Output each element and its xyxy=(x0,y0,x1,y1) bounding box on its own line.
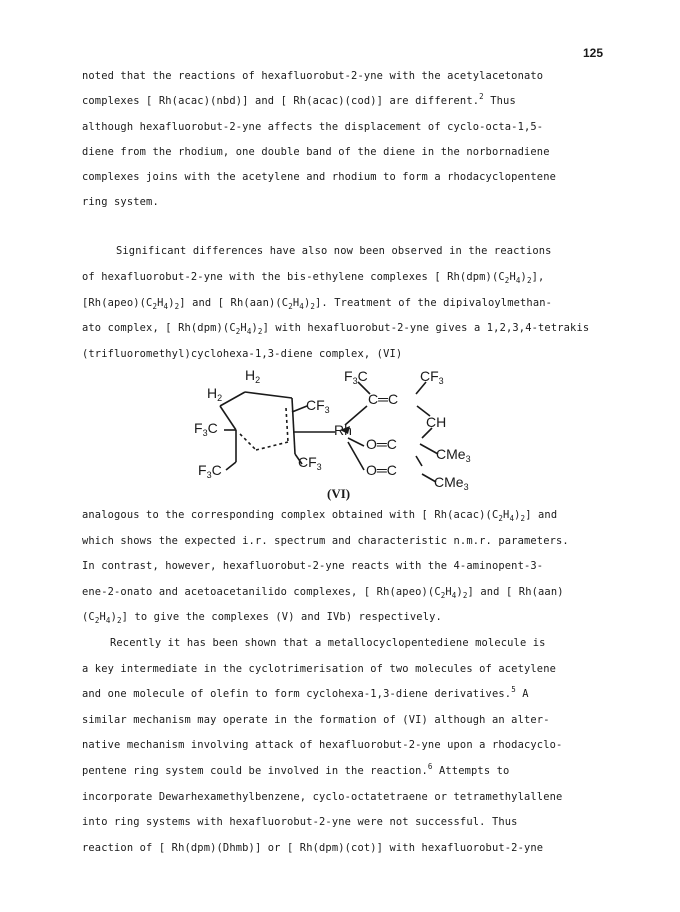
f3c-label: $F_3C$ xyxy=(194,420,218,438)
text-line: Significant differences have also now been observed in the reactions xyxy=(116,245,552,257)
text-line: In contrast, however, hexafluorobut-2-yne reacts with the 4-aminopent-3- xyxy=(82,560,544,573)
text-line: (trifluoromethyl)cyclohexa-1,3-diene complex, (VI) xyxy=(82,348,403,361)
cme3-label: CMe$_3$ xyxy=(436,446,471,464)
carbonyl-label: O═C xyxy=(366,436,397,452)
cf3-label: $CF_3$ xyxy=(298,454,322,472)
paragraph-continuation xyxy=(82,66,602,218)
text-line: $(C_2H_4)_2$] to give the complexes (V) and IVb) respectively. xyxy=(82,611,442,626)
ring-bond xyxy=(292,398,295,454)
text-line: analogous to the corresponding complex obtained with [ $Rh(acac)(C_2H_4)_2$] and xyxy=(82,509,558,523)
text-line: into ring systems with hexafluorobut-2-yne were not successful. Thus xyxy=(82,816,518,829)
text-line: incorporate Dewarhexamethylbenzene, cyclo-octatetraene or tetramethylallene xyxy=(82,790,563,803)
text-line: complexes [ Rh(acac)(nbd)] and [ Rh(acac)(cod)] are different.$^2$ Thus xyxy=(82,92,516,108)
c-c-bond xyxy=(416,456,422,466)
carbonyl-label: O═C xyxy=(366,462,397,478)
diene-dash xyxy=(256,442,288,450)
text-line: of hexafluorobut-2-yne with the bis-ethylene complexes [ $Rh(dpm)(C_2H_4)_2$], xyxy=(82,270,545,285)
paragraph-analogous xyxy=(82,505,602,863)
text-line: ring system. xyxy=(82,196,159,209)
text-line: a key intermediate in the cyclotrimerisation of two molecules of acetylene xyxy=(82,662,557,675)
h2-label: $H_2$ xyxy=(207,385,223,403)
diene-dash xyxy=(240,434,256,450)
text-line: $[Rh(apeo)(C_2H_4)_2]$ and [ $Rh(aan)(C_2H_4)_2$]. Treatment of the dipivaloylmethan- xyxy=(82,296,553,311)
reference-superscript: 2 xyxy=(479,92,484,102)
ring-bond xyxy=(220,406,236,430)
chemical-structure-figure xyxy=(190,362,540,502)
page-number: 125 xyxy=(583,46,604,60)
compound-label: (VI) xyxy=(327,486,351,501)
text-line: diene from the rhodium, one double band of the diene in the norbornadiene xyxy=(82,145,550,158)
cf3-label: $CF_3$ xyxy=(306,397,330,415)
ch-label: CH xyxy=(426,414,447,430)
reference-superscript: 6 xyxy=(427,761,433,771)
text-line: noted that the reactions of hexafluorobut-2-yne with the acetylacetonato xyxy=(82,70,544,82)
f3c-label: $F_3C$ xyxy=(344,368,368,386)
text-line: pentene ring system could be involved in the reaction.$^6$ Attempts to xyxy=(82,761,510,777)
cf3-label: $CF_3$ xyxy=(420,368,444,386)
cme3-label: CMe$_3$ xyxy=(434,474,469,492)
ring-bond xyxy=(245,392,292,398)
ring-bond xyxy=(220,392,245,406)
text-line: although hexafluorobut-2-yne affects the displacement of cyclo-octa-1,5- xyxy=(82,120,544,133)
text-line: and one molecule of olefin to form cyclohexa-1,3-diene derivatives.$^5$ A xyxy=(82,685,529,701)
paragraph-reactions xyxy=(82,241,602,370)
text-line: similar mechanism may operate in the formation of (VI) although an alter- xyxy=(82,713,550,726)
h2-label: $H_2$ xyxy=(245,367,261,385)
cf3-bond xyxy=(226,462,236,470)
f3c-label: $F_3C$ xyxy=(198,462,222,480)
text-line: Recently it has been shown that a metallocyclopentediene molecule is xyxy=(110,636,546,649)
cf3-bond xyxy=(292,406,307,412)
text-line: native mechanism involving attack of hexafluorobut-2-yne upon a rhodacyclo- xyxy=(82,739,563,752)
diene-dash xyxy=(286,408,288,442)
text-line: which shows the expected i.r. spectrum and characteristic n.m.r. parameters. xyxy=(82,534,569,547)
rh-label: Rh xyxy=(334,422,352,438)
text-line: ato complex, [ $Rh(dpm)(C_2H_4)_2$] with hexafluorobut-2-yne gives a 1,2,3,4-tetrakis xyxy=(82,322,590,337)
reference-superscript: 5 xyxy=(511,685,516,695)
text-line: reaction of [ Rh(dpm)(Dhmb)] or [ Rh(dpm)(cot)] with hexafluorobut-2-yne xyxy=(82,841,544,854)
text-line: ene-2-onato and acetoacetanilido complexes, [ $Rh(apeo)(C_2H_4)_2$] and [ Rh(aan) xyxy=(82,585,564,600)
text-line: complexes joins with the acetylene and rhodium to form a rhodacyclopentene xyxy=(82,171,557,184)
rh-o-bond xyxy=(348,442,364,470)
acetylene-label: C═C xyxy=(368,391,399,407)
